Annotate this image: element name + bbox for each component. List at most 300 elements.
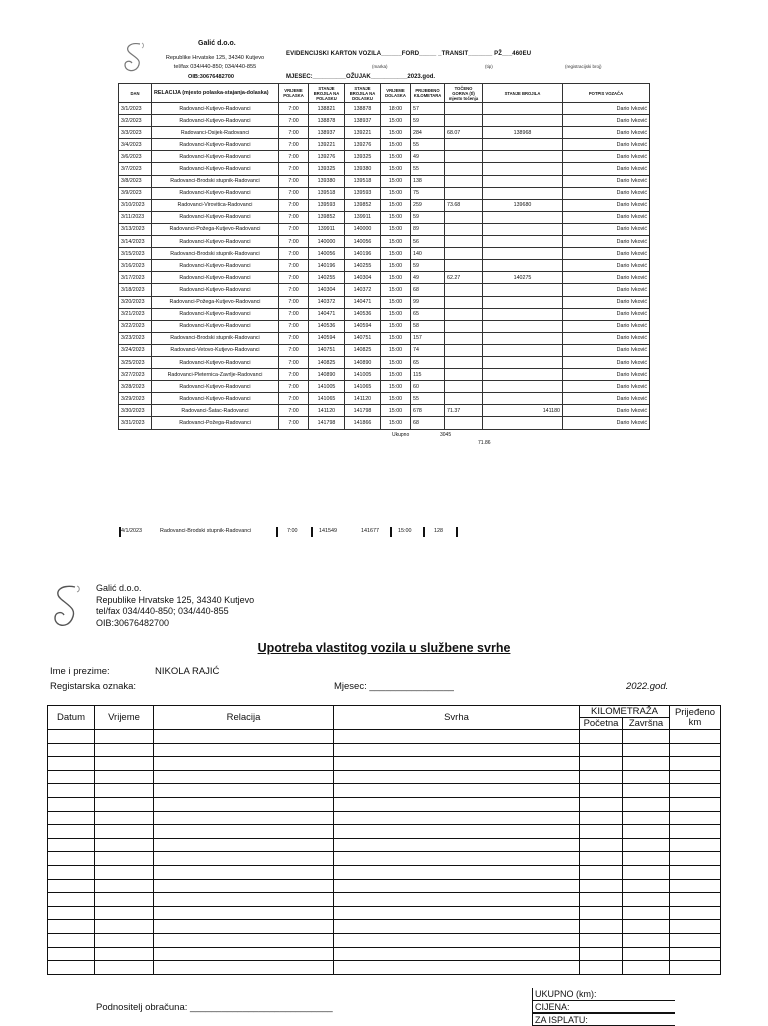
company-block-2 — [96, 583, 254, 629]
company-logo-icon — [47, 582, 87, 632]
table-cell[interactable] — [154, 947, 334, 961]
table-cell[interactable] — [334, 811, 580, 825]
table-cell[interactable] — [48, 757, 95, 771]
table-cell[interactable] — [623, 730, 670, 744]
table-cell: Radovanci-Kutjevo-Radovanci — [152, 393, 279, 405]
table-cell[interactable] — [48, 797, 95, 811]
za-isplatu: ZA ISPLATU: — [532, 1013, 675, 1026]
table-row — [48, 784, 721, 798]
table-cell: 3/13/2023 — [119, 223, 152, 235]
table-cell[interactable] — [154, 893, 334, 907]
table-row — [119, 236, 650, 248]
table-cell[interactable] — [580, 770, 623, 784]
table-cell[interactable] — [670, 730, 721, 744]
table-cell: 3/2/2023 — [119, 115, 152, 127]
table-cell[interactable] — [623, 770, 670, 784]
table-cell[interactable] — [580, 757, 623, 771]
table-cell: 7:00 — [279, 393, 309, 405]
table-cell — [483, 417, 563, 429]
table-cell[interactable] — [334, 838, 580, 852]
table-cell — [445, 187, 483, 199]
company-oib: OIB:30676482700 — [188, 74, 235, 80]
table-cell[interactable] — [48, 961, 95, 975]
obrazac-header-row — [48, 706, 721, 718]
table-cell: 15:00 — [381, 151, 411, 163]
table-cell[interactable] — [48, 947, 95, 961]
table-cell: Radovanci-Kutjevo-Radovanci — [152, 211, 279, 223]
table-cell[interactable] — [95, 770, 154, 784]
ime-value[interactable]: NIKOLA RAJIĆ — [155, 666, 220, 677]
table-cell[interactable] — [334, 947, 580, 961]
phone-line: tel/fax 034/440-850; 034/440-855 — [96, 606, 229, 616]
table-cell[interactable] — [154, 811, 334, 825]
table-cell[interactable] — [48, 920, 95, 934]
table-cell: 15:00 — [381, 381, 411, 393]
col-kilometraza: KILOMETRAŽA — [580, 706, 670, 718]
table-row — [48, 770, 721, 784]
table-cell[interactable] — [670, 770, 721, 784]
table-cell: 7:00 — [279, 223, 309, 235]
table-cell[interactable] — [48, 743, 95, 757]
table-cell: 140751 — [309, 344, 345, 356]
april-cell: 128 — [434, 528, 443, 534]
table-cell: Radovanci-Požega-Kutjevo-Radovanci — [152, 296, 279, 308]
table-cell[interactable] — [154, 920, 334, 934]
table-row — [48, 852, 721, 866]
phone-line: tel/fax 034/440-850; 034/440-855 — [173, 63, 257, 70]
table-cell: 7:00 — [279, 127, 309, 139]
podnositelj-field[interactable]: Podnositelj obračuna: ___________________________ — [96, 1002, 333, 1013]
table-cell[interactable] — [580, 961, 623, 975]
table-row — [119, 211, 650, 223]
table-cell: 59 — [411, 115, 445, 127]
table-cell[interactable] — [95, 838, 154, 852]
table-cell[interactable] — [334, 879, 580, 893]
table-cell: 140000 — [345, 223, 381, 235]
table-cell: 65 — [411, 356, 445, 368]
table-cell — [483, 284, 563, 296]
table-cell: 141005 — [309, 381, 345, 393]
table-cell[interactable] — [670, 893, 721, 907]
table-cell[interactable] — [95, 933, 154, 947]
table-cell[interactable] — [334, 770, 580, 784]
table-cell[interactable] — [95, 961, 154, 975]
table-row — [48, 961, 721, 975]
table-cell[interactable] — [670, 838, 721, 852]
evidencija-table — [118, 83, 650, 430]
table-cell: 7:00 — [279, 344, 309, 356]
table-cell[interactable] — [334, 906, 580, 920]
table-cell[interactable] — [580, 784, 623, 798]
table-cell[interactable] — [48, 865, 95, 879]
table-cell: 139380 — [345, 163, 381, 175]
table-cell: Dario Ivković — [563, 163, 650, 175]
table-cell[interactable] — [95, 906, 154, 920]
table-cell[interactable] — [580, 879, 623, 893]
company-address — [160, 54, 270, 71]
table-row — [119, 272, 650, 284]
table-cell: 15:00 — [381, 405, 411, 417]
table-cell[interactable] — [670, 961, 721, 975]
table-cell[interactable] — [623, 838, 670, 852]
table-cell[interactable] — [48, 906, 95, 920]
table-cell — [445, 260, 483, 272]
table-cell: 3/27/2023 — [119, 369, 152, 381]
table-cell — [483, 187, 563, 199]
table-cell: 139593 — [309, 199, 345, 211]
table-cell — [445, 248, 483, 260]
table-cell: Dario Ivković — [563, 332, 650, 344]
table-cell[interactable] — [670, 757, 721, 771]
table-cell[interactable] — [48, 784, 95, 798]
table-cell: 141798 — [345, 405, 381, 417]
table-cell: 73.68 — [445, 199, 483, 211]
table-cell: 7:00 — [279, 248, 309, 260]
karton-title: EVIDENCIJSKI KARTON VOZILA______FORD_____ _TRANSIT_______ PŽ___460EU — [286, 51, 532, 57]
table-cell[interactable] — [580, 906, 623, 920]
table-cell[interactable] — [95, 879, 154, 893]
table-cell: 140536 — [309, 320, 345, 332]
table-cell[interactable] — [334, 852, 580, 866]
table-cell: 141065 — [345, 381, 381, 393]
table-cell: 59 — [411, 260, 445, 272]
table-cell: 3/30/2023 — [119, 405, 152, 417]
table-cell[interactable] — [670, 865, 721, 879]
table-cell: 141798 — [309, 417, 345, 429]
table-cell[interactable] — [95, 757, 154, 771]
table-cell — [445, 417, 483, 429]
table-cell: 15:00 — [381, 417, 411, 429]
table-cell: Radovanci-Kutjevo-Radovanci — [152, 236, 279, 248]
ime-label: Ime i prezime: — [50, 666, 110, 677]
april-cell: 15:00 — [398, 528, 412, 534]
table-cell[interactable] — [670, 933, 721, 947]
table-cell: 15:00 — [381, 187, 411, 199]
table-cell: Radovanci-Pleternica-Zavrlje-Radovanci — [152, 369, 279, 381]
table-cell: 15:00 — [381, 175, 411, 187]
table-cell[interactable] — [623, 797, 670, 811]
table-cell: 139518 — [309, 187, 345, 199]
cell-divider — [390, 527, 392, 537]
table-cell[interactable] — [334, 920, 580, 934]
table-cell: Dario Ivković — [563, 393, 650, 405]
col-header: POTPIS VOZAČA — [563, 84, 650, 103]
table-cell[interactable] — [334, 743, 580, 757]
table-cell[interactable] — [48, 852, 95, 866]
mjesec-field[interactable]: Mjesec: ________________ — [334, 681, 454, 692]
table-cell[interactable] — [154, 879, 334, 893]
table-cell[interactable] — [670, 811, 721, 825]
table-cell[interactable] — [623, 879, 670, 893]
table-row — [119, 103, 650, 115]
table-cell[interactable] — [154, 784, 334, 798]
table-cell: 140372 — [345, 284, 381, 296]
table-cell[interactable] — [48, 933, 95, 947]
table-cell[interactable] — [334, 961, 580, 975]
table-cell: 141005 — [345, 369, 381, 381]
table-cell: 3/4/2023 — [119, 139, 152, 151]
col-header: DAN — [119, 84, 152, 103]
table-cell[interactable] — [623, 947, 670, 961]
table-cell: 140196 — [309, 260, 345, 272]
table-cell: Radovanci-Kutjevo-Radovanci — [152, 103, 279, 115]
table-cell: 7:00 — [279, 405, 309, 417]
table-cell[interactable] — [334, 784, 580, 798]
table-cell: 3/17/2023 — [119, 272, 152, 284]
table-cell[interactable] — [95, 743, 154, 757]
table-row — [119, 381, 650, 393]
company-name: Galić d.o.o. — [96, 583, 142, 593]
table-cell — [445, 163, 483, 175]
table-cell: Radovanci-Šatac-Radovanci — [152, 405, 279, 417]
table-cell[interactable] — [154, 757, 334, 771]
table-cell[interactable] — [623, 825, 670, 839]
table-cell: Dario Ivković — [563, 296, 650, 308]
table-cell[interactable] — [95, 852, 154, 866]
table-cell[interactable] — [95, 947, 154, 961]
table-cell[interactable] — [334, 757, 580, 771]
table-cell: 138937 — [309, 127, 345, 139]
table-cell[interactable] — [95, 730, 154, 744]
table-cell: Dario Ivković — [563, 369, 650, 381]
table-cell[interactable] — [580, 797, 623, 811]
table-cell: 3/21/2023 — [119, 308, 152, 320]
table-cell: 284 — [411, 127, 445, 139]
table-cell: Radovanci-Kutjevo-Radovanci — [152, 308, 279, 320]
table-cell[interactable] — [670, 825, 721, 839]
table-cell[interactable] — [580, 811, 623, 825]
table-cell[interactable] — [48, 838, 95, 852]
table-cell: Radovanci-Brodski stupnik-Radovanci — [152, 248, 279, 260]
table-cell: Dario Ivković — [563, 356, 650, 368]
table-cell[interactable] — [623, 811, 670, 825]
table-cell[interactable] — [48, 893, 95, 907]
table-cell — [483, 332, 563, 344]
col-header: STANJE BROJILA — [483, 84, 563, 103]
table-row — [119, 393, 650, 405]
table-cell[interactable] — [95, 920, 154, 934]
table-cell[interactable] — [95, 865, 154, 879]
table-cell: 139221 — [345, 127, 381, 139]
table-cell[interactable] — [580, 865, 623, 879]
cell-divider — [311, 527, 313, 537]
table-cell[interactable] — [154, 961, 334, 975]
table-cell: 3/22/2023 — [119, 320, 152, 332]
table-cell: 138821 — [309, 103, 345, 115]
table-cell: 139380 — [309, 175, 345, 187]
company-logo-icon — [118, 40, 152, 74]
table-cell[interactable] — [580, 852, 623, 866]
table-cell: 68 — [411, 417, 445, 429]
table-cell[interactable] — [623, 743, 670, 757]
table-cell — [483, 248, 563, 260]
table-cell: 140751 — [345, 332, 381, 344]
table-cell: 3/10/2023 — [119, 199, 152, 211]
table-cell: 3/18/2023 — [119, 284, 152, 296]
table-cell[interactable] — [580, 743, 623, 757]
table-cell: 7:00 — [279, 199, 309, 211]
table-cell — [445, 175, 483, 187]
table-cell[interactable] — [623, 906, 670, 920]
cell-divider — [423, 527, 425, 537]
table-cell[interactable] — [623, 865, 670, 879]
table-cell: 7:00 — [279, 417, 309, 429]
table-cell: 7:00 — [279, 175, 309, 187]
table-cell[interactable] — [623, 757, 670, 771]
table-cell — [483, 163, 563, 175]
april-cell: Radovanci-Brodski stupnik-Radovanci — [160, 528, 252, 534]
table-cell[interactable] — [334, 825, 580, 839]
table-cell[interactable] — [670, 920, 721, 934]
table-cell[interactable] — [334, 730, 580, 744]
table-cell[interactable] — [580, 933, 623, 947]
table-cell — [483, 344, 563, 356]
table-cell[interactable] — [95, 797, 154, 811]
table-cell[interactable] — [154, 838, 334, 852]
table-cell: 140 — [411, 248, 445, 260]
table-cell[interactable] — [670, 879, 721, 893]
table-cell[interactable] — [670, 947, 721, 961]
table-cell — [445, 369, 483, 381]
col-header: VRIJEME POLASKA — [279, 84, 309, 103]
table-cell[interactable] — [48, 730, 95, 744]
table-cell — [445, 356, 483, 368]
table-cell[interactable] — [95, 893, 154, 907]
table-cell[interactable] — [154, 730, 334, 744]
table-cell[interactable] — [154, 906, 334, 920]
table-cell: 3/24/2023 — [119, 344, 152, 356]
col-header: STANJE BROJILA NA POLASKU — [309, 84, 345, 103]
table-cell — [483, 236, 563, 248]
table-cell[interactable] — [623, 961, 670, 975]
table-cell[interactable] — [580, 730, 623, 744]
table-cell: 15:00 — [381, 211, 411, 223]
table-cell: 15:00 — [381, 308, 411, 320]
table-cell: 140056 — [345, 236, 381, 248]
table-row — [119, 308, 650, 320]
table-cell[interactable] — [48, 811, 95, 825]
table-cell[interactable] — [580, 893, 623, 907]
table-cell[interactable] — [154, 797, 334, 811]
table-cell: Dario Ivković — [563, 103, 650, 115]
table-cell: 15:00 — [381, 296, 411, 308]
table-cell: 15:00 — [381, 248, 411, 260]
table-row — [48, 865, 721, 879]
table-cell: 49 — [411, 151, 445, 163]
table-cell[interactable] — [334, 797, 580, 811]
table-cell: 157 — [411, 332, 445, 344]
table-cell: 3/31/2023 — [119, 417, 152, 429]
table-cell[interactable] — [334, 865, 580, 879]
table-cell[interactable] — [154, 770, 334, 784]
table-cell[interactable] — [623, 784, 670, 798]
table-cell: 55 — [411, 139, 445, 151]
table-cell — [445, 332, 483, 344]
table-cell[interactable] — [623, 920, 670, 934]
table-cell[interactable] — [670, 784, 721, 798]
table-cell: Radovanci-Virovitica-Radovanci — [152, 199, 279, 211]
table-cell — [483, 211, 563, 223]
table-cell — [445, 223, 483, 235]
table-cell: 89 — [411, 223, 445, 235]
table-cell[interactable] — [95, 825, 154, 839]
table-cell: 7:00 — [279, 236, 309, 248]
table-cell — [445, 308, 483, 320]
table-cell: 139221 — [309, 139, 345, 151]
table-cell: 7:00 — [279, 115, 309, 127]
col-header: RELACIJA (mjesto polaska-stajanja-dolaska) — [152, 84, 279, 103]
table-row — [119, 369, 650, 381]
table-cell: 15:00 — [381, 139, 411, 151]
table-cell[interactable] — [95, 784, 154, 798]
table-cell: 74 — [411, 344, 445, 356]
table-cell[interactable] — [580, 838, 623, 852]
table-cell[interactable] — [623, 933, 670, 947]
table-cell[interactable] — [334, 893, 580, 907]
table-cell — [483, 175, 563, 187]
table-cell: 18:00 — [381, 103, 411, 115]
table-row — [119, 163, 650, 175]
table-cell — [445, 236, 483, 248]
table-cell[interactable] — [580, 947, 623, 961]
table-cell: 15:00 — [381, 393, 411, 405]
table-cell[interactable] — [580, 825, 623, 839]
table-cell: 140255 — [345, 260, 381, 272]
table-cell[interactable] — [623, 893, 670, 907]
table-cell[interactable] — [48, 825, 95, 839]
table-cell: 678 — [411, 405, 445, 417]
table-cell — [483, 296, 563, 308]
table-cell — [483, 393, 563, 405]
table-cell — [483, 103, 563, 115]
table-row — [119, 284, 650, 296]
table-cell: 3/6/2023 — [119, 151, 152, 163]
table-cell[interactable] — [48, 879, 95, 893]
table-cell[interactable] — [623, 852, 670, 866]
table-row — [119, 332, 650, 344]
april-cell: 4/1/2023 — [121, 528, 142, 534]
table-cell: Radovanci-Vetovo-Kutjevo-Radovanci — [152, 344, 279, 356]
table-cell[interactable] — [95, 811, 154, 825]
table-cell[interactable] — [154, 852, 334, 866]
table-row — [119, 296, 650, 308]
table-cell — [445, 393, 483, 405]
table-cell — [483, 260, 563, 272]
table-cell[interactable] — [670, 743, 721, 757]
table-cell: 138878 — [345, 103, 381, 115]
table-cell[interactable] — [580, 920, 623, 934]
table-cell[interactable] — [48, 770, 95, 784]
table-cell[interactable] — [154, 865, 334, 879]
table-cell: 7:00 — [279, 272, 309, 284]
table-cell: 75 — [411, 187, 445, 199]
table-cell[interactable] — [154, 825, 334, 839]
table-cell: Radovanci-Brodski stupnik-Radovanci — [152, 332, 279, 344]
table-cell[interactable] — [154, 933, 334, 947]
table-cell: 7:00 — [279, 151, 309, 163]
table-cell: Radovanci-Kutjevo-Radovanci — [152, 163, 279, 175]
table-cell: Dario Ivković — [563, 187, 650, 199]
table-cell[interactable] — [154, 743, 334, 757]
table-cell[interactable] — [670, 797, 721, 811]
table-cell: 15:00 — [381, 199, 411, 211]
table-cell: Radovanci-Osijek-Radovanci — [152, 127, 279, 139]
table-cell[interactable] — [670, 906, 721, 920]
table-cell[interactable] — [670, 852, 721, 866]
table-row — [48, 893, 721, 907]
table-cell[interactable] — [334, 933, 580, 947]
table-cell: 139593 — [345, 187, 381, 199]
